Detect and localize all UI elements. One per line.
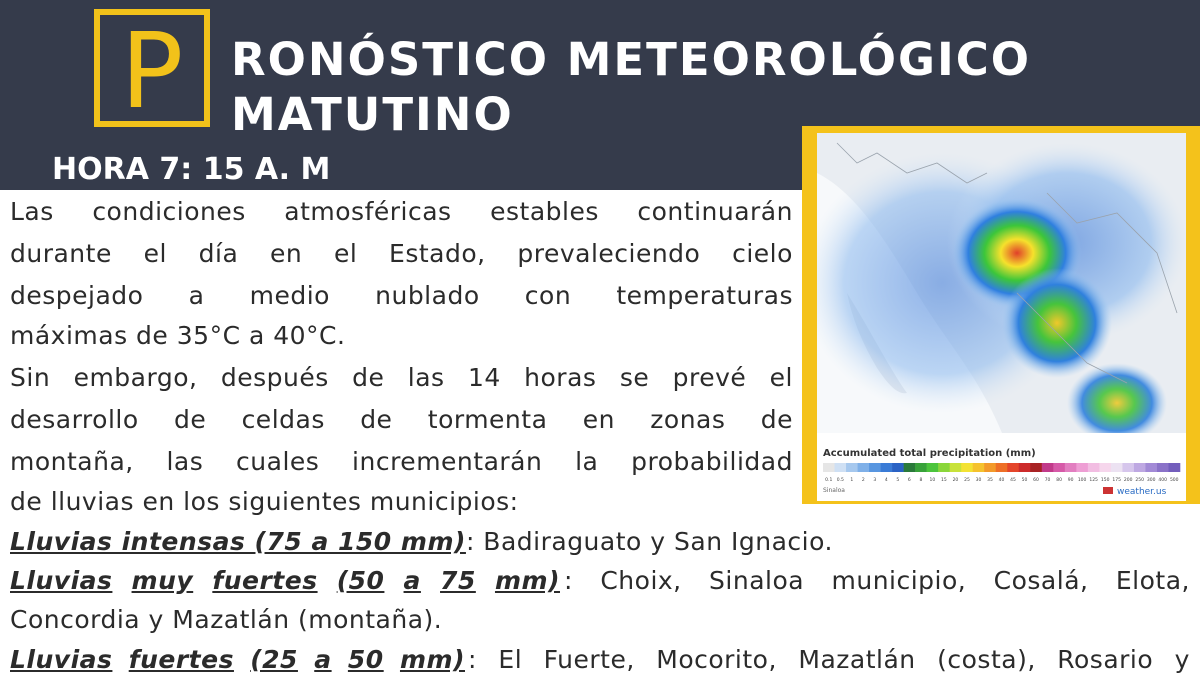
p2-line-2 <box>10 400 793 440</box>
rain-item-label <box>10 640 465 680</box>
word: muy <box>131 566 194 595</box>
scale-swatch <box>950 463 962 472</box>
word: de <box>760 405 793 434</box>
forecast-hour: HORA 7: 15 A. M <box>52 152 331 187</box>
word: (25 <box>250 645 298 674</box>
precipitation-map-graphic <box>817 133 1186 501</box>
scale-tick-label: 250 <box>1135 478 1144 483</box>
p1-line-1 <box>10 192 793 232</box>
scale-tick-label: 35 <box>987 478 993 483</box>
word: Choix, <box>600 566 682 595</box>
word: horas <box>524 363 597 392</box>
scale-tick-label: 150 <box>1100 478 1110 483</box>
word: cuales <box>236 447 320 476</box>
scale-tick-label: 10 <box>929 478 936 483</box>
word: con <box>524 281 572 310</box>
scale-swatch <box>938 463 950 472</box>
scale-tick-label: 90 <box>1067 478 1074 483</box>
rain-item-text: : Badiraguato y San Ignacio. <box>465 527 833 556</box>
word: incrementarán <box>352 447 543 476</box>
word: durante <box>10 239 112 268</box>
word: la <box>575 447 599 476</box>
scale-tick-label: 0.5 <box>836 478 844 483</box>
word: 75 <box>440 566 476 595</box>
p1-line-3 <box>10 276 793 316</box>
scale-tick-label: 125 <box>1089 478 1098 483</box>
map-brand: weather.us <box>1117 487 1167 497</box>
word: estables <box>490 197 599 226</box>
scale-swatch <box>1099 463 1111 472</box>
scale-tick-label: 100 <box>1077 478 1087 483</box>
scale-tick-label: 70 <box>1044 478 1051 483</box>
word: Cosalá, <box>993 566 1089 595</box>
word: prevaleciendo <box>517 239 701 268</box>
scale-tick-label: 500 <box>1169 478 1179 483</box>
scale-swatch <box>1145 463 1157 472</box>
title-line-2: MATUTINO <box>231 88 514 141</box>
scale-swatch <box>1111 463 1123 472</box>
word: 50 <box>347 645 384 674</box>
scale-swatch <box>1042 463 1054 472</box>
scale-tick-label: 175 <box>1112 478 1121 483</box>
scale-swatch <box>996 463 1008 472</box>
scale-tick-label: 80 <box>1056 478 1062 483</box>
word: medio <box>249 281 330 310</box>
scale-swatch <box>984 463 996 472</box>
word: (50 <box>336 566 385 595</box>
p1-line-4: máximas de 35°C a 40°C. <box>10 321 346 350</box>
scale-tick-label: 8 <box>919 478 923 483</box>
rain-item-text: Concordia y Mazatlán (montaña). <box>10 605 443 634</box>
word: embargo, <box>73 363 198 392</box>
word: atmosféricas <box>284 197 452 226</box>
map-legend-title: Accumulated total precipitation (mm) <box>823 448 1036 459</box>
logo-letter: P <box>120 10 184 132</box>
scale-swatch <box>927 463 939 472</box>
word: : <box>468 645 477 674</box>
rain-item-very-strong <box>10 561 1190 601</box>
word: probabilidad <box>631 447 793 476</box>
word: de <box>173 405 207 434</box>
word: municipio, <box>831 566 967 595</box>
word: y <box>1174 645 1190 674</box>
word: montaña, <box>10 447 134 476</box>
word: condiciones <box>92 197 246 226</box>
word: fuertes <box>212 566 318 595</box>
scale-swatch <box>835 463 847 472</box>
scale-swatch <box>1088 463 1100 472</box>
word: el <box>769 363 793 392</box>
rain-item-label: Lluvias intensas (75 a 150 mm) <box>10 527 466 556</box>
word: Elota, <box>1115 566 1190 595</box>
scale-tick-label: 0.1 <box>825 478 833 483</box>
scale-swatch <box>1122 463 1134 472</box>
title-line-1: RONÓSTICO METEOROLÓGICO <box>231 33 1032 86</box>
scale-tick-label: 40 <box>998 478 1005 483</box>
word: Sinaloa <box>709 566 805 595</box>
scale-tick-label: 300 <box>1146 478 1156 483</box>
scale-swatch <box>1030 463 1042 472</box>
scale-swatch <box>973 463 985 472</box>
precipitation-map <box>817 133 1186 501</box>
rain-item-label <box>10 561 560 601</box>
word: Lluvias <box>10 566 113 595</box>
word: (costa), <box>937 645 1036 674</box>
word: celdas <box>241 405 325 434</box>
scale-swatch <box>1157 463 1169 472</box>
word: Mazatlán <box>798 645 916 674</box>
word: continuarán <box>637 197 793 226</box>
word: Rosario <box>1057 645 1154 674</box>
scale-tick-label: 1 <box>850 478 854 483</box>
rain-item-continuation <box>10 600 1190 640</box>
word: en <box>270 239 303 268</box>
scale-tick-label: 30 <box>975 478 982 483</box>
word: se <box>619 363 650 392</box>
word: fuertes <box>128 645 234 674</box>
rain-item-text <box>564 561 1190 601</box>
scale-tick-label: 25 <box>964 478 970 483</box>
scale-tick-label: 400 <box>1158 478 1168 483</box>
p2-line-3 <box>10 442 793 482</box>
word: Fuerte, <box>543 645 635 674</box>
rain-item-strong <box>10 640 1190 680</box>
scale-tick-label: 50 <box>1021 478 1028 483</box>
word: de <box>360 405 393 434</box>
word: El <box>498 645 523 674</box>
us-flag-icon <box>1103 487 1113 494</box>
p1-line-2 <box>10 234 793 274</box>
logo-frame <box>94 9 210 132</box>
scale-tick-label: 3 <box>873 478 877 483</box>
word: cielo <box>732 239 793 268</box>
scale-tick-label: 4 <box>884 478 888 483</box>
scale-tick-label: 6 <box>907 478 911 483</box>
word: temperaturas <box>616 281 793 310</box>
rain-item-intense <box>10 522 1190 562</box>
scale-tick-label: 60 <box>1033 478 1039 483</box>
word: Sin <box>10 363 51 392</box>
word: Las <box>10 197 54 226</box>
scale-swatch <box>858 463 870 472</box>
scale-tick-label: 20 <box>952 478 959 483</box>
word: mm) <box>399 645 465 674</box>
scale-swatch <box>1065 463 1077 472</box>
word: prevé <box>672 363 747 392</box>
word: Lluvias <box>10 645 113 674</box>
scale-tick-label: 200 <box>1123 478 1133 483</box>
rain-item-text <box>468 640 1190 680</box>
word: despejado <box>10 281 144 310</box>
word: las <box>166 447 204 476</box>
scale-swatch <box>1076 463 1088 472</box>
word: a <box>314 645 332 674</box>
scale-swatch <box>823 463 835 472</box>
word: zonas <box>650 405 726 434</box>
scale-swatch <box>1019 463 1031 472</box>
scale-swatch <box>1053 463 1065 472</box>
word: mm) <box>494 566 560 595</box>
word: día <box>198 239 239 268</box>
map-region-label: Sinaloa <box>823 487 845 494</box>
scale-swatch <box>846 463 858 472</box>
scale-swatch <box>915 463 927 472</box>
word: el <box>143 239 167 268</box>
scale-tick-label: 45 <box>1010 478 1016 483</box>
word: Estado, <box>389 239 486 268</box>
word: desarrollo <box>10 405 139 434</box>
scale-swatch <box>869 463 881 472</box>
word: nublado <box>375 281 480 310</box>
word: de <box>352 363 385 392</box>
scale-swatch <box>904 463 916 472</box>
word: tormenta <box>427 405 548 434</box>
scale-swatch <box>961 463 973 472</box>
scale-tick-label: 2 <box>861 478 865 483</box>
word: 14 <box>467 363 501 392</box>
scale-tick-label: 15 <box>941 478 947 483</box>
word: Mocorito, <box>656 645 777 674</box>
word: el <box>333 239 358 268</box>
scale-swatch <box>881 463 893 472</box>
word: las <box>407 363 445 392</box>
scale-swatch <box>1007 463 1019 472</box>
scale-swatch <box>1168 463 1180 472</box>
p2-line-1 <box>10 358 793 398</box>
p2-line-4: de lluvias en los siguientes municipios: <box>10 487 519 516</box>
word: a <box>403 566 421 595</box>
word: : <box>564 566 573 595</box>
word: a <box>188 281 205 310</box>
scale-swatch <box>892 463 904 472</box>
word: en <box>582 405 615 434</box>
scale-tick-label: 5 <box>896 478 900 483</box>
word: después <box>220 363 329 392</box>
scale-swatch <box>1134 463 1146 472</box>
